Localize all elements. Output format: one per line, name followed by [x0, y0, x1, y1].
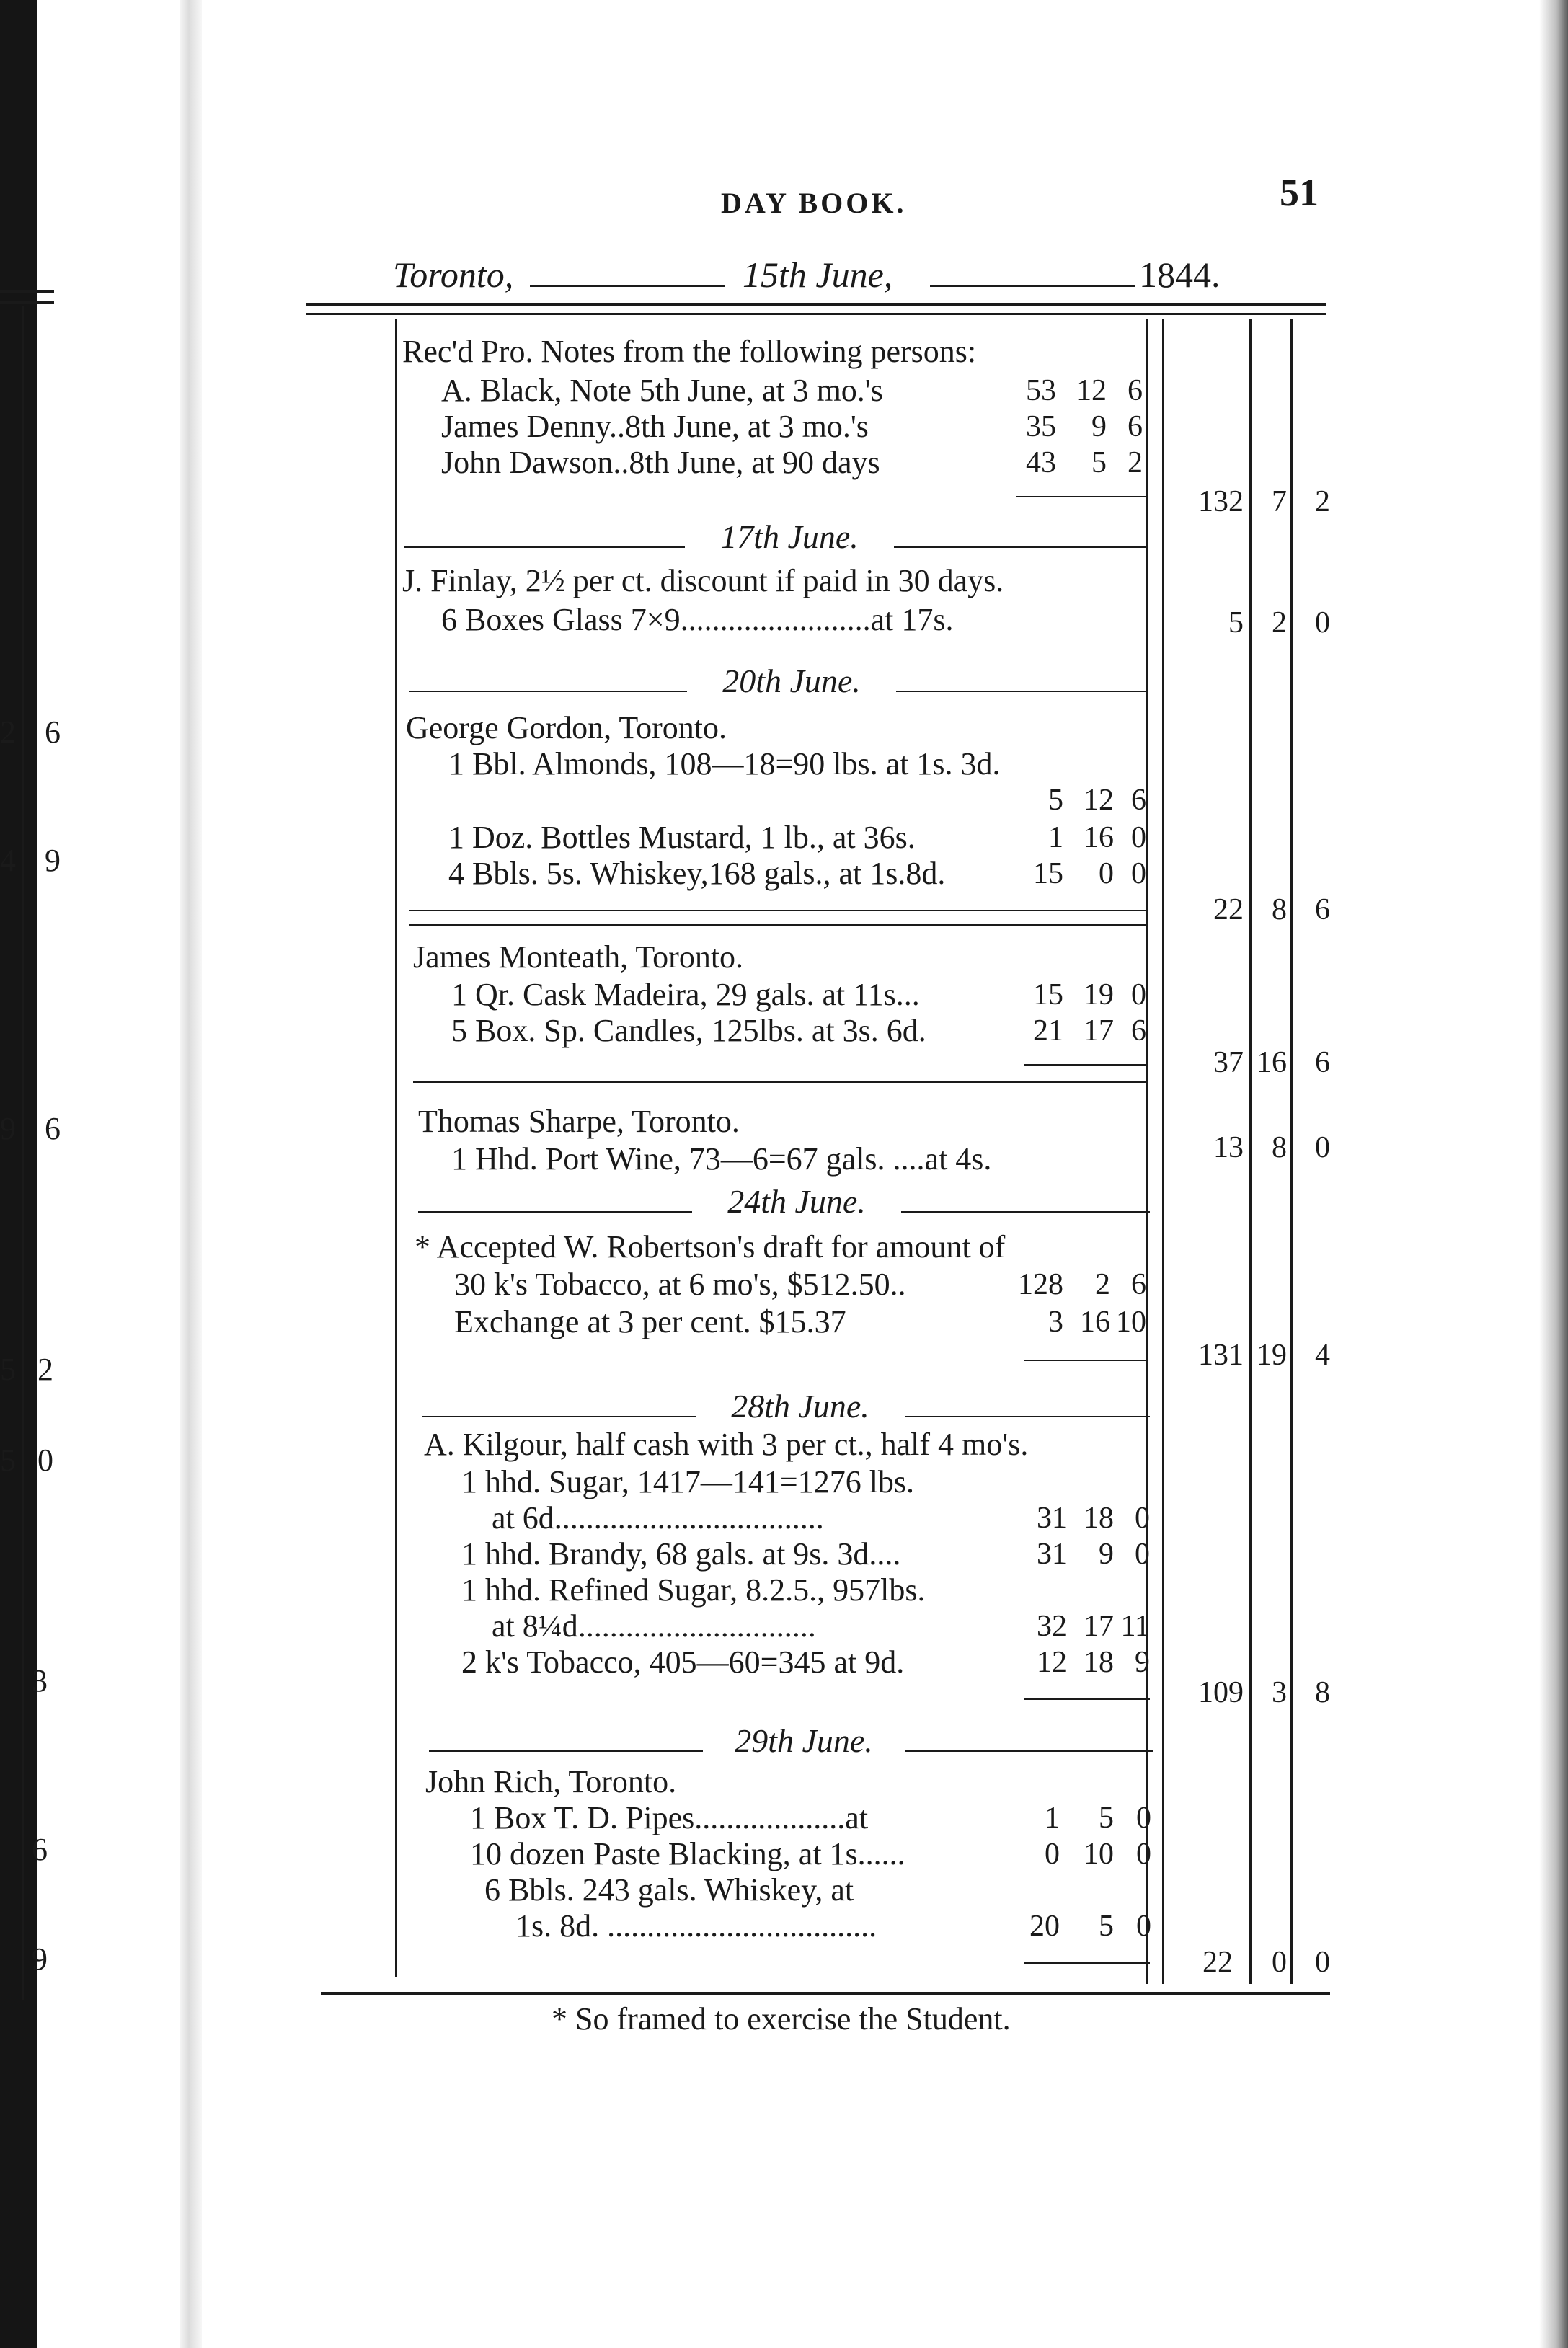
shillings-column-rule [1249, 319, 1252, 1984]
amount-shillings: 18 [1084, 1502, 1114, 1535]
running-head: DAY BOOK. [721, 187, 907, 219]
date-rule [905, 1750, 1153, 1752]
entry-line: 30 k's Tobacco, at 6 mo's, $512.50.. [454, 1267, 906, 1302]
entry-line: James Denny..8th June, at 3 mo.'s [441, 409, 869, 444]
entry-line: 1 Hhd. Port Wine, 73—6=67 gals. ....at 4s. [451, 1141, 992, 1177]
amount-pounds: 21 [1033, 1014, 1063, 1047]
total-pence: 4 [1315, 1339, 1330, 1372]
date-rule [905, 1416, 1150, 1417]
bleed-digit: 9 [0, 1111, 16, 1146]
amount-pounds: 3 [1048, 1306, 1063, 1339]
subtotal-rule [1024, 1698, 1150, 1700]
entry-line: 1 Doz. Bottles Mustard, 1 lb., at 36s. [448, 820, 916, 855]
bleed-digit: 0 [37, 1443, 53, 1478]
dateline-place: Toronto, [393, 254, 514, 295]
total-pence: 0 [1315, 1131, 1330, 1164]
date-rule [422, 1416, 696, 1417]
bleed-digit: 6 [32, 1832, 48, 1867]
scan-left-edge [0, 0, 37, 2348]
amount-shillings: 16 [1080, 1306, 1110, 1339]
amount-shillings: 2 [1095, 1268, 1110, 1301]
amount-pounds: 43 [1026, 446, 1056, 479]
entry-line-continuation: at 8¼d.............................. [492, 1608, 816, 1644]
bleed-digit: 9 [32, 1941, 48, 1977]
total-shillings: 16 [1257, 1046, 1287, 1079]
amount-shillings: 12 [1076, 374, 1107, 407]
total-pence: 2 [1315, 485, 1330, 518]
total-pence: 6 [1315, 1046, 1330, 1079]
top-rule [306, 303, 1326, 306]
amount-shillings: 5 [1091, 446, 1107, 479]
date-heading: 20th June. [722, 663, 861, 699]
amount-pounds: 1 [1045, 1802, 1060, 1835]
dateline-rule [530, 285, 725, 287]
amount-shillings: 9 [1091, 410, 1107, 443]
bleed-digit: 4 [0, 843, 16, 878]
bleed-digit: 6 [45, 1111, 61, 1146]
footnote: * So framed to exercise the Student. [552, 2001, 1011, 2037]
entry-separator-rule [409, 910, 1148, 911]
total-pounds: 37 [1213, 1046, 1244, 1079]
amount-shillings: 12 [1084, 784, 1114, 817]
entry-heading: John Rich, Toronto. [425, 1764, 677, 1799]
entry-line: 1 hhd. Sugar, 1417—141=1276 lbs. [461, 1464, 915, 1499]
total-shillings: 0 [1272, 1946, 1287, 1979]
bleed-column-rule [22, 306, 24, 2000]
amount-pence: 0 [1136, 1802, 1151, 1835]
total-pence: 6 [1315, 893, 1330, 926]
bleed-digit: 5 [0, 1443, 16, 1478]
amount-pounds: 31 [1037, 1502, 1067, 1535]
amount-shillings: 10 [1084, 1838, 1114, 1871]
total-shillings: 19 [1257, 1339, 1287, 1372]
date-heading: 28th June. [731, 1388, 869, 1425]
entry-heading: George Gordon, Toronto. [406, 710, 727, 745]
amount-pence: 0 [1135, 1502, 1150, 1535]
total-shillings: 8 [1272, 1131, 1287, 1164]
amount-pence: 6 [1131, 1014, 1146, 1047]
amount-pence: 0 [1136, 1838, 1151, 1871]
entry-heading: Rec'd Pro. Notes from the following persons: [402, 334, 977, 369]
date-heading: 17th June. [720, 518, 859, 555]
subtotal-rule [1016, 496, 1146, 497]
entry-separator-rule [413, 1081, 1148, 1083]
date-rule [429, 1750, 703, 1752]
amount-shillings: 9 [1099, 1538, 1114, 1571]
amount-shillings: 5 [1099, 1910, 1114, 1943]
amount-pence: 2 [1128, 446, 1143, 479]
entry-line: 1 Qr. Cask Madeira, 29 gals. at 11s... [451, 977, 920, 1012]
page-gutter [180, 0, 202, 2348]
date-heading: 29th June. [735, 1722, 873, 1759]
entry-line-continuation: at 6d.................................. [492, 1500, 824, 1536]
amount-shillings: 17 [1084, 1014, 1114, 1047]
top-rule [306, 313, 1326, 315]
amount-pounds: 32 [1037, 1610, 1067, 1643]
entry-line: 5 Box. Sp. Candles, 125lbs. at 3s. 6d. [451, 1013, 926, 1048]
amount-pence: 6 [1131, 784, 1146, 817]
total-pounds: 13 [1213, 1131, 1244, 1164]
date-rule [894, 546, 1146, 548]
dateline-date: 15th June, [743, 254, 893, 295]
date-rule [896, 691, 1148, 692]
entry-heading: J. Finlay, 2½ per ct. discount if paid in 30 days. [402, 563, 1004, 598]
bleed-digit: 3 [32, 1663, 48, 1698]
entry-heading: Thomas Sharpe, Toronto. [418, 1104, 740, 1139]
amount-pounds: 15 [1033, 978, 1063, 1011]
entry-separator-rule [409, 924, 1148, 926]
bleed-digit: 6 [45, 714, 61, 750]
amount-pence: 11 [1120, 1610, 1150, 1643]
amount-pounds: 15 [1033, 857, 1063, 890]
amount-pounds: 20 [1029, 1910, 1060, 1943]
amount-shillings: 17 [1084, 1610, 1114, 1643]
date-rule [404, 546, 685, 548]
total-pence: 0 [1315, 1946, 1330, 1979]
entry-line: John Dawson..8th June, at 90 days [441, 445, 880, 480]
total-pounds: 22 [1213, 893, 1244, 926]
amount-pounds: 53 [1026, 374, 1056, 407]
entry-line: 1 Box T. D. Pipes...................at [470, 1800, 869, 1835]
entry-line: 1 hhd. Brandy, 68 gals. at 9s. 3d.... [461, 1536, 901, 1572]
bleed-rule [0, 301, 54, 304]
bottom-rule [321, 1992, 1330, 1995]
amount-pence: 6 [1131, 1268, 1146, 1301]
entry-line: 6 Boxes Glass 7×9........................at 17s. [441, 602, 954, 637]
entry-line: Exchange at 3 per cent. $15.37 [454, 1304, 846, 1339]
inner-column-rule [1146, 319, 1148, 1984]
amount-pounds: 35 [1026, 410, 1056, 443]
total-pounds: 131 [1198, 1339, 1244, 1372]
total-pence: 0 [1315, 606, 1330, 639]
page-number: 51 [1280, 171, 1319, 214]
entry-line: 1 hhd. Refined Sugar, 8.2.5., 957lbs. [461, 1572, 926, 1608]
total-pounds: 22 [1202, 1946, 1233, 1979]
subtotal-rule [1024, 1360, 1146, 1361]
amount-pence: 10 [1116, 1306, 1146, 1339]
bleed-digit: 2 [0, 714, 16, 750]
entry-line: 1 Bbl. Almonds, 108—18=90 lbs. at 1s. 3d. [448, 746, 1001, 781]
entry-line-continuation: 1s. 8d. .................................. [515, 1908, 877, 1944]
amount-pence: 0 [1131, 978, 1146, 1011]
amount-pounds: 12 [1037, 1646, 1067, 1679]
total-shillings: 8 [1272, 893, 1287, 926]
amount-pence: 0 [1135, 1538, 1150, 1571]
entry-line: 2 k's Tobacco, 405—60=345 at 9d. [461, 1644, 905, 1680]
inner-column-rule [1162, 319, 1164, 1984]
amount-shillings: 19 [1084, 978, 1114, 1011]
bleed-digit: 2 [37, 1352, 53, 1387]
amount-pence: 0 [1136, 1910, 1151, 1943]
pence-column-rule [1290, 319, 1293, 1984]
total-shillings: 3 [1272, 1676, 1287, 1709]
amount-pence: 0 [1131, 821, 1146, 854]
amount-pounds: 0 [1045, 1838, 1060, 1871]
total-pence: 8 [1315, 1676, 1330, 1709]
amount-pounds: 31 [1037, 1538, 1067, 1571]
amount-pence: 6 [1128, 374, 1143, 407]
bleed-digit: 9 [45, 843, 61, 878]
date-rule [901, 1211, 1150, 1213]
amount-pounds: 5 [1048, 784, 1063, 817]
date-heading: 24th June. [727, 1183, 866, 1220]
bleed-rule [0, 290, 54, 293]
total-pounds: 132 [1198, 485, 1244, 518]
amount-pounds: 128 [1018, 1268, 1063, 1301]
entry-heading: * Accepted W. Robertson's draft for amount of [415, 1229, 1006, 1264]
amount-pence: 9 [1135, 1646, 1150, 1679]
dateline-rule [930, 285, 1135, 287]
subtotal-rule [1024, 1962, 1150, 1964]
amount-shillings: 18 [1084, 1646, 1114, 1679]
entry-heading: James Monteath, Toronto. [413, 939, 744, 975]
date-rule [418, 1211, 692, 1213]
amount-shillings: 0 [1099, 857, 1114, 890]
entry-line: 4 Bbls. 5s. Whiskey,168 gals., at 1s.8d. [448, 856, 946, 891]
subtotal-rule [1024, 1064, 1146, 1066]
amount-shillings: 16 [1084, 821, 1114, 854]
entry-line: A. Black, Note 5th June, at 3 mo.'s [441, 373, 883, 408]
entry-line: 10 dozen Paste Blacking, at 1s...... [470, 1836, 905, 1871]
amount-pence: 6 [1128, 410, 1143, 443]
date-rule [409, 691, 687, 692]
entry-line: 6 Bbls. 243 gals. Whiskey, at [484, 1872, 854, 1908]
entry-heading: A. Kilgour, half cash with 3 per ct., half 4 mo's. [424, 1427, 1029, 1462]
left-column-rule [395, 319, 397, 1977]
amount-shillings: 5 [1099, 1802, 1114, 1835]
total-shillings: 2 [1272, 606, 1287, 639]
total-shillings: 7 [1272, 485, 1287, 518]
scan-right-edge [1539, 0, 1568, 2348]
amount-pence: 0 [1131, 857, 1146, 890]
bleed-digit: 5 [0, 1352, 16, 1387]
total-pounds: 109 [1198, 1676, 1244, 1709]
dateline-year: 1844. [1139, 254, 1221, 295]
total-pounds: 5 [1228, 606, 1244, 639]
amount-pounds: 1 [1048, 821, 1063, 854]
